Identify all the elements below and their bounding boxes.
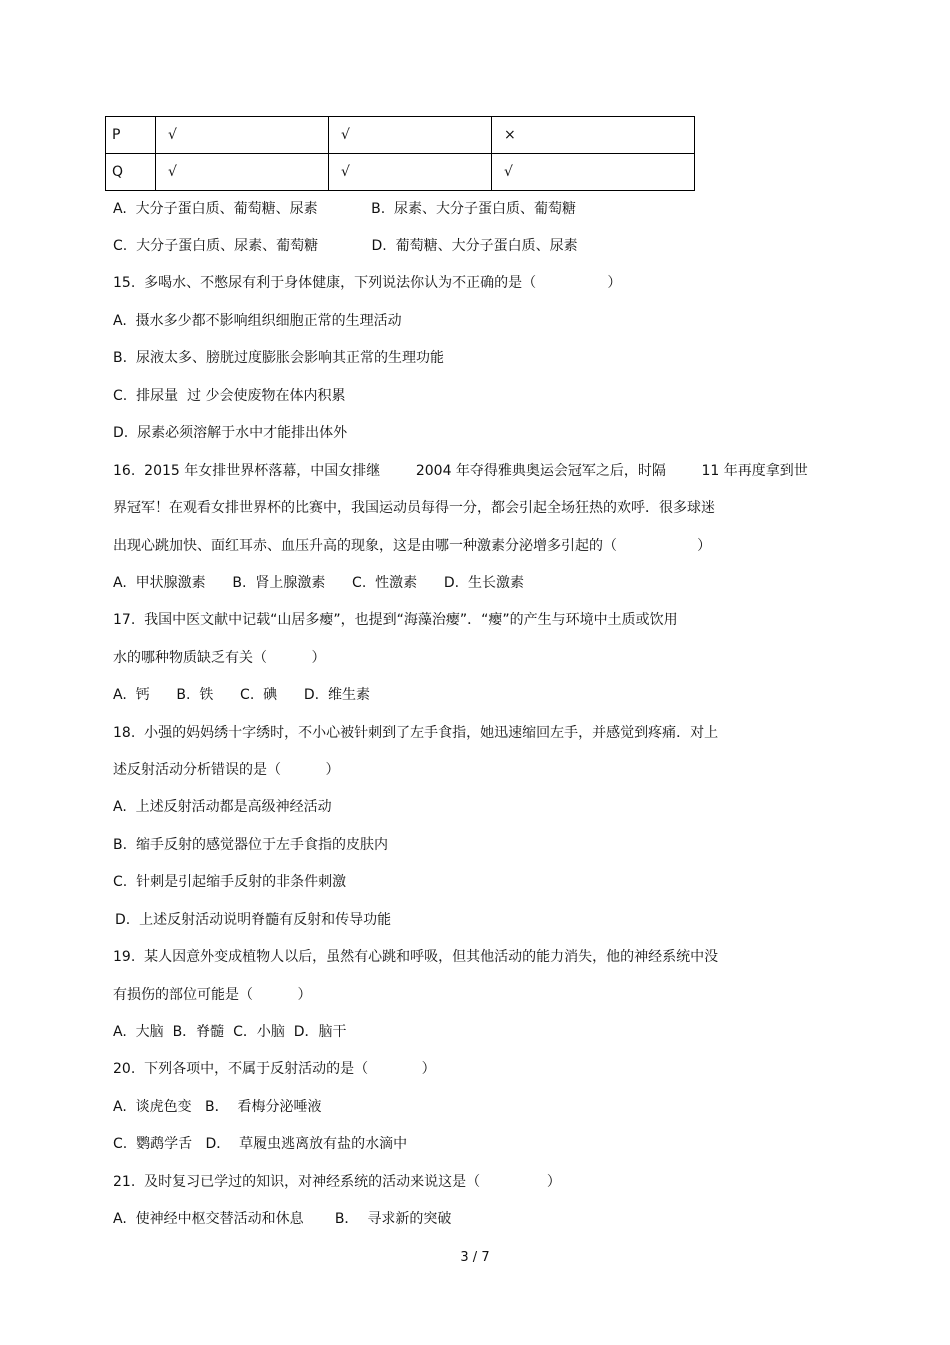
question-text: 有损伤的部位可能是（ ） [113,987,312,1003]
answer-table [105,116,695,191]
option-line: A. 大脑 B．脊髓 C．小脑 D．脑干 [113,1024,347,1040]
table-cell: √ [329,117,492,154]
option-line: B. 尿液太多、膀胱过度膨胀会影响其正常的生理功能 [113,350,444,366]
question-16: 16. 2015 年女排世界杯落幕，中国女排继 2004 年夺得雅典奥运会冠军之后，时隔 11 年再度拿到世 [113,463,808,479]
option-line: A. 甲状腺激素 B. 肾上腺激素 C. 性激素 D. 生长激素 [113,575,524,591]
option-line: C. 大分子蛋白质、尿素、葡萄糖 D. 葡萄糖、大分子蛋白质、尿素 [113,238,578,254]
table-cell: × [492,117,695,154]
row-label: P [106,117,156,154]
option-line: C. 针刺是引起缩手反射的非条件刺激 [113,874,347,890]
option-line: A. 上述反射活动都是高级神经活动 [113,799,332,815]
option-line: A. 大分子蛋白质、葡萄糖、尿素 B. 尿素、大分子蛋白质、葡萄糖 [113,201,577,217]
option-line: D. 上述反射活动说明脊髓有反射和传导功能 [115,912,392,928]
question-19: 19. 某人因意外变成植物人以后，虽然有心跳和呼吸，但其他活动的能力消失，他的神经系统中没 [113,949,719,965]
table-cell: √ [156,154,329,191]
option-line: A. 使神经中枢交替活动和休息 B． 寻求新的突破 [113,1211,452,1227]
table-row [106,117,695,154]
question-15: 15. 多喝水、不憋尿有利于身体健康，下列说法你认为不正确的是（ ） [113,275,622,291]
question-18: 18. 小强的妈妈绣十字绣时，不小心被针刺到了左手食指，她迅速缩回左手，并感觉到疼痛．对上 [113,725,719,741]
table-cell: √ [156,117,329,154]
option-line: C. 鹦鹉学舌 D． 草履虫逃离放有盐的水滴中 [113,1136,408,1152]
question-20: 20. 下列各项中，不属于反射活动的是（ ） [113,1061,436,1077]
option-line: D. 尿素必须溶解于水中才能排出体外 [113,425,348,441]
option-line: B. 缩手反射的感觉器位于左手食指的皮肤内 [113,837,388,853]
page-number: 3 / 7 [460,1250,490,1265]
table-cell: √ [329,154,492,191]
question-text: 界冠军！在观看女排世界杯的比赛中，我国运动员每得一分，都会引起全场狂热的欢呼．很多球迷 [113,500,715,516]
row-label: Q [106,154,156,191]
question-text: 出现心跳加快、面红耳赤、血压升高的现象，这是由哪一种激素分泌增多引起的（ ） [113,538,712,554]
question-text: 述反射活动分析错误的是（ ） [113,762,340,778]
option-line: A. 摄水多少都不影响组织细胞正常的生理活动 [113,313,402,329]
question-text: 水的哪种物质缺乏有关（ ） [113,650,326,666]
table-cell: √ [492,154,695,191]
table-row [106,154,695,191]
option-line: A. 谈虎色变 B． 看梅分泌唾液 [113,1099,322,1115]
option-line: A. 钙 B. 铁 C. 碘 D. 维生素 [113,687,370,703]
option-line: C. 排尿量 过 少会使废物在体内积累 [113,388,346,404]
question-17: 17. 我国中医文献中记载“山居多瘿”，也提到“海藻治瘿”．“瘿”的产生与环境中土质或饮用 [113,612,678,628]
question-21: 21. 及时复习已学过的知识，对神经系统的活动来说这是（ ） [113,1174,561,1190]
